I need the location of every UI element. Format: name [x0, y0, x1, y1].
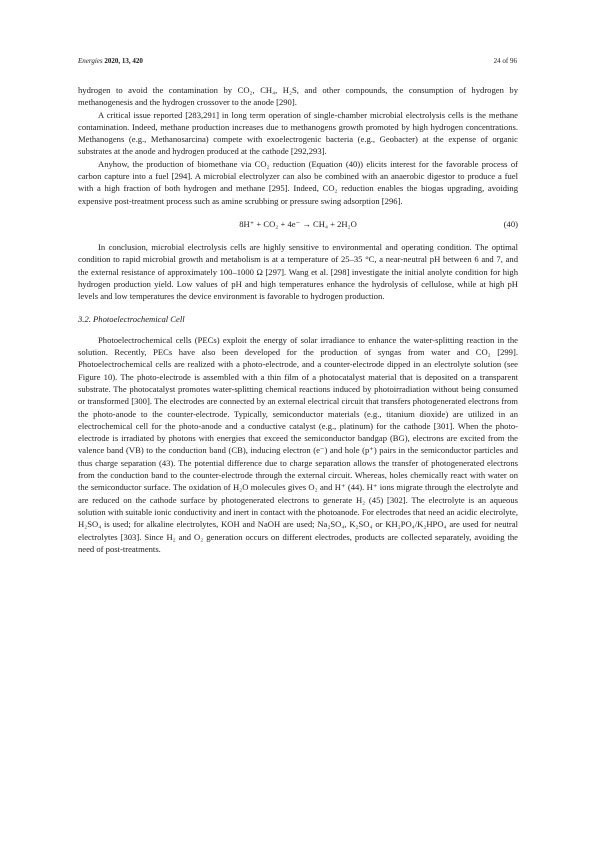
equation-text: 8H⁺ + CO₂ + 4e⁻ → CH₄ + 2H₂O — [239, 218, 357, 229]
paragraph-3: Anyhow, the production of biomethane via CO₂ reduction (Equation (40)) elicits interest for the favorable process of carbon capture into a fuel [294]. A microbial electrolyzer can also be combined with an anaerobic digestor to produce a fuel with a high fraction of both hydrogen and methane [295]. Indeed, CO₂ reduction enables the biogas upgrading, avoiding expensive post-treatment process such as amine scrubbing or pressure swing adsorption [296]. — [78, 158, 518, 206]
paragraph-2: A critical issue reported [283,291] in long term operation of single-chamber microbial electrolysis cells is the methane contamination. Indeed, methane production increases due to methanogens growth promoted by high hydrogen concentrations. Methanogens (e.g., Methanosarcina) compete with exoelectrogenic bacteria (e.g., Geobacter) at the expense of organic substrates at the anode and hydrogen produced at the cathode [292,293]. — [78, 109, 518, 157]
page-header — [78, 57, 517, 67]
journal-citation — [78, 57, 143, 65]
journal-year-volume: 2020, 13, 420 — [104, 57, 143, 65]
equation-40 — [78, 218, 518, 230]
page-body — [78, 84, 518, 555]
section-title: 3.2. Photoelectrochemical Cell — [78, 314, 185, 325]
paragraph-4: In conclusion, microbial electrolysis cells are highly sensitive to environmental and operating condition. The optimal condition to rapid microbial growth and metabolism is at a temperature of 25–35 °C, a near-neutral pH between 6 and 7, and the external resistance of approximately 100–1000 Ω [297]. Wang et al. [298] investigate the initial anolyte condition for high hydrogen production yield. Low values of pH and high temperatures enhance the hydrolysis of cellulose, while at high pH levels and low temperatures the device environment is favorable to hydrogen production. — [78, 241, 518, 302]
paragraph-5: Photoelectrochemical cells (PECs) exploit the energy of solar irradiance to enhance the water-splitting reaction in the solution. Recently, PECs have also been developed for the production of syngas from water and CO₂ [299]. Photoelectrochemical cells are realized with a photo-electrode, and a counter-electrode dipped in an electrolyte solution (see Figure 10). The photo-electrode is assembled with a thin film of a photocatalyst material that is deposited on a transparent substrate. The photocatalyst promotes water-splitting chemical reactions induced by photoirradiation without being consumed or transformed [300]. The electrodes are connected by an external electrical circuit that transfers photogenerated electrons from the photo-anode to the counter-electrode. Typically, semiconductor materials (e.g., titanium dioxide) are utilized in an electrochemical cell for the photo-anode and a conductive catalyst (e.g., platinum) for the cathode [301]. When the photo-electrode is irradiated by photons with energies that exceed the semiconductor bandgap (BG), electrons are excited from the valence band (VB) to the conduction band (CB), inducing electron (e⁻) and hole (p⁺) pairs in the semiconductor particles and thus charge separation (43). The potential difference due to charge separation allows the transfer of photogenerated electrons from the conduction band to the counter-electrode through the external circuit. Whereas, holes chemically react with water on the semiconductor surface. The oxidation of H₂O molecules gives O₂ and H⁺ (44). H⁺ ions migrate through the electrolyte and are reduced on the cathode surface by photogenerated electrons to generate H₂ (45) [302]. The electrolyte is an aqueous solution with suitable ionic conductivity and inert in contact with the photoanode. For electrodes that need an acidic electrolyte, H₂SO₄ is used; for alkaline electrolytes, KOH and NaOH are used; Na₂SO₄, K₂SO₄ or KH₂PO₄/K₂HPO₄ are used for neutral electrolytes [303]. Since H₂ and O₂ generation occurs on different electrodes, products are collected separately, avoiding the need of post-treatments. — [78, 334, 518, 554]
paragraph-1: hydrogen to avoid the contamination by CO₂, CH₄, H₂S, and other compounds, the consumption of hydrogen by methanogenesis and the hydrogen crossover to the anode [290]. — [78, 85, 518, 108]
equation-number: (40) — [503, 218, 518, 229]
page-number: 24 of 96 — [493, 57, 517, 65]
journal-name: Energies — [78, 57, 103, 65]
